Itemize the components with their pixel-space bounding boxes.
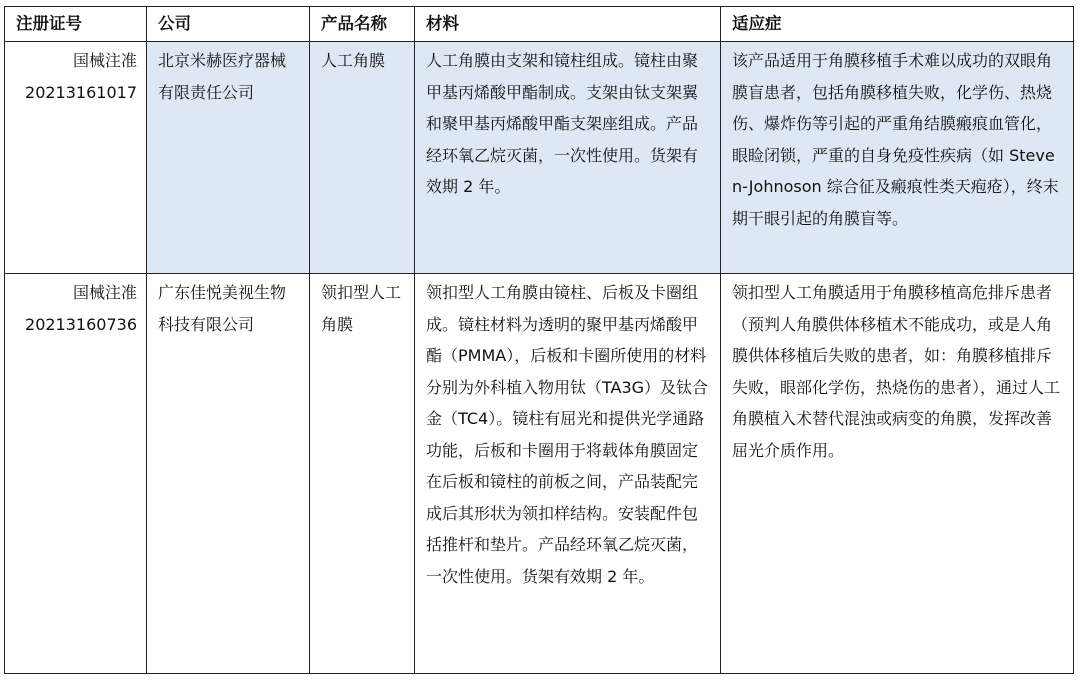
header-reg-no: 注册证号 bbox=[5, 7, 147, 42]
table-header-row bbox=[5, 7, 1074, 42]
header-material: 材料 bbox=[415, 7, 721, 42]
product-cell: 领扣型人工角膜 bbox=[310, 274, 415, 674]
reg-no-cell: 国械注准 20213160736 bbox=[5, 274, 147, 674]
company-cell: 北京米赫医疗器械有限责任公司 bbox=[147, 42, 310, 274]
header-product: 产品名称 bbox=[310, 7, 415, 42]
table-row bbox=[5, 274, 1074, 674]
product-cell: 人工角膜 bbox=[310, 42, 415, 274]
device-registration-table bbox=[4, 6, 1074, 674]
company-cell: 广东佳悦美视生物科技有限公司 bbox=[147, 274, 310, 674]
indication-cell: 该产品适用于角膜移植手术难以成功的双眼角膜盲患者，包括角膜移植失败，化学伤、热烧伤、爆炸伤等引起的严重角结膜瘢痕血管化，眼睑闭锁，严重的自身免疫性疾病（如 Steven-Johnoson 综合征及瘢痕性类天疱疮），终末期干眼引起的角膜盲等。 bbox=[721, 42, 1074, 274]
indication-cell: 领扣型人工角膜适用于角膜移植高危排斥患者（预判人角膜供体移植术不能成功，或是人角膜供体移植后失败的患者，如：角膜移植排斥失败，眼部化学伤，热烧伤的患者），通过人工角膜植入术替代混浊或病变的角膜，发挥改善屈光介质作用。 bbox=[721, 274, 1074, 674]
material-cell: 领扣型人工角膜由镜柱、后板及卡圈组成。镜柱材料为透明的聚甲基丙烯酸甲酯（PMMA），后板和卡圈所使用的材料分别为外科植入物用钛（TA3G）及钛合金（TC4）。镜柱有屈光和提供光学通路功能，后板和卡圈用于将载体角膜固定在后板和镜柱的前板之间，产品装配完成后其形状为领扣样结构。安装配件包括推杆和垫片。产品经环氧乙烷灭菌，一次性使用。货架有效期 2 年。 bbox=[415, 274, 721, 674]
table-row bbox=[5, 42, 1074, 274]
material-cell: 人工角膜由支架和镜柱组成。镜柱由聚甲基丙烯酸甲酯制成。支架由钛支架翼和聚甲基丙烯酸甲酯支架座组成。产品经环氧乙烷灭菌，一次性使用。货架有效期 2 年。 bbox=[415, 42, 721, 274]
header-company: 公司 bbox=[147, 7, 310, 42]
header-indication: 适应症 bbox=[721, 7, 1074, 42]
reg-no-cell: 国械注准 20213161017 bbox=[5, 42, 147, 274]
